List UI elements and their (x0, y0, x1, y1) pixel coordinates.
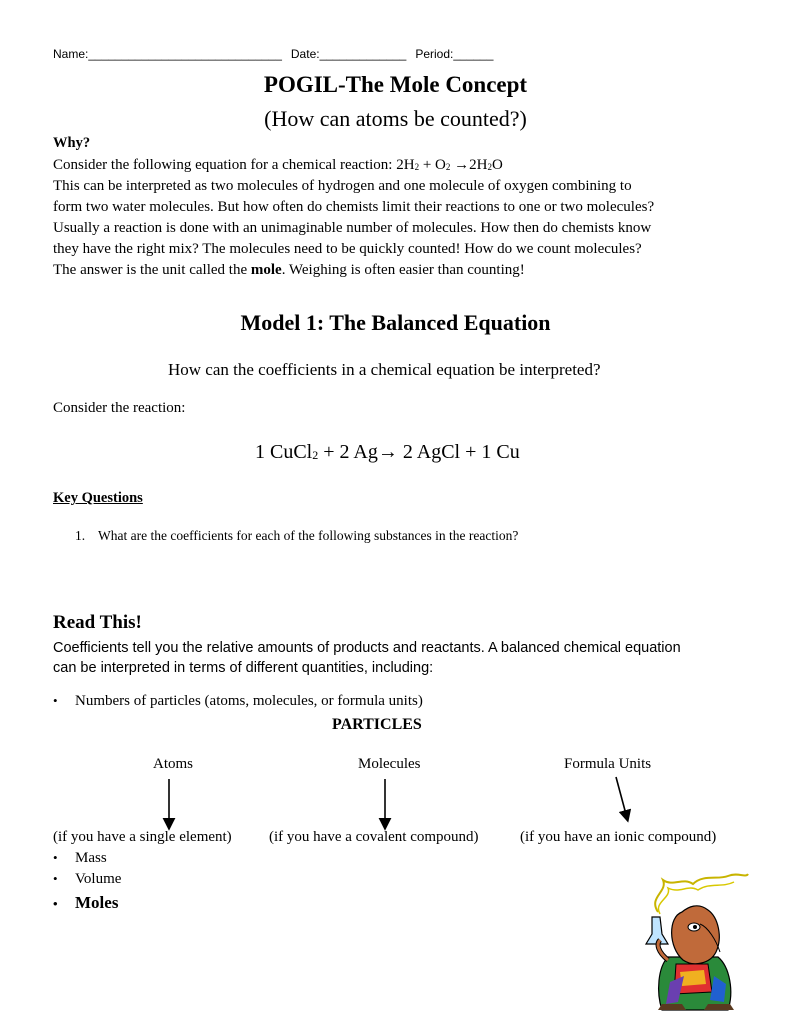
bullet-volume: • Volume (53, 871, 122, 887)
atoms-caption: (if you have a single element) (53, 829, 232, 845)
read-this-line: Coefficients tell you the relative amounts of products and reactants. A balanced chemical equation (53, 640, 681, 656)
page-subtitle: (How can atoms be counted?) (264, 106, 527, 131)
particles-heading: PARTICLES (332, 716, 422, 733)
why-paragraph-line: This can be interpreted as two molecules of hydrogen and one molecule of oxygen combining to (53, 178, 632, 194)
bullet-particles: • Numbers of particles (atoms, molecules, or formula units) (53, 693, 423, 709)
why-paragraph-line: The answer is the unit called the mole. Weighing is often easier than counting! (53, 262, 525, 278)
why-paragraph-line: form two water molecules. But how often do chemists limit their reactions to one or two molecules? (53, 199, 655, 215)
question-1: 1. What are the coefficients for each of the following substances in the reaction? (75, 528, 519, 543)
bullet-icon: • (53, 693, 58, 708)
date-field[interactable]: Date:_____________ (290, 47, 407, 61)
model-question: How can the coefficients in a chemical equation be interpreted? (168, 360, 601, 379)
read-this-line: can be interpreted in terms of different quantities, including: (53, 660, 434, 676)
why-equation-line: Consider the following equation for a chemical reaction: $2H_2 + O_2 \to 2H_2O$ (53, 157, 503, 173)
period-field[interactable]: Period:______ (415, 47, 494, 61)
consider-reaction-label: Consider the reaction: (53, 400, 186, 416)
why-paragraph-line: they have the right mix? The molecules need to be quickly counted! How do we count molecules? (53, 241, 642, 257)
why-heading: Why? (53, 135, 91, 151)
key-questions-heading: Key Questions (53, 490, 143, 506)
bullet-mass: • Mass (53, 850, 107, 866)
bullet-icon: • (53, 896, 58, 911)
molecules-label: Molecules (358, 756, 421, 772)
reaction-arrow-icon: → (377, 441, 398, 463)
mole-term: mole (250, 262, 282, 278)
formula-units-caption: (if you have an ionic compound) (520, 829, 717, 845)
reaction-equation: 1 CuCl$_2$ + 2 Ag→ 2 AgCl + 1 Cu (255, 441, 520, 463)
model-heading: Model 1: The Balanced Equation (240, 310, 551, 335)
bullet-moles: • Moles (53, 893, 119, 912)
page-title: POGIL-The Mole Concept (263, 72, 528, 97)
bullet-icon: • (53, 850, 58, 865)
formula-units-arrow (616, 777, 627, 818)
read-this-heading: Read This! (53, 612, 142, 633)
bullet-icon: • (53, 871, 58, 886)
molecules-caption: (if you have a covalent compound) (269, 829, 479, 845)
formula-units-label: Formula Units (564, 756, 652, 772)
why-paragraph-line: Usually a reaction is done with an unimaginable number of molecules. How then do chemists know (53, 220, 652, 236)
atoms-label: Atoms (153, 756, 194, 772)
name-field[interactable]: Name:_____________________________ (53, 47, 282, 61)
mole-scientist-illustration (638, 872, 750, 1014)
